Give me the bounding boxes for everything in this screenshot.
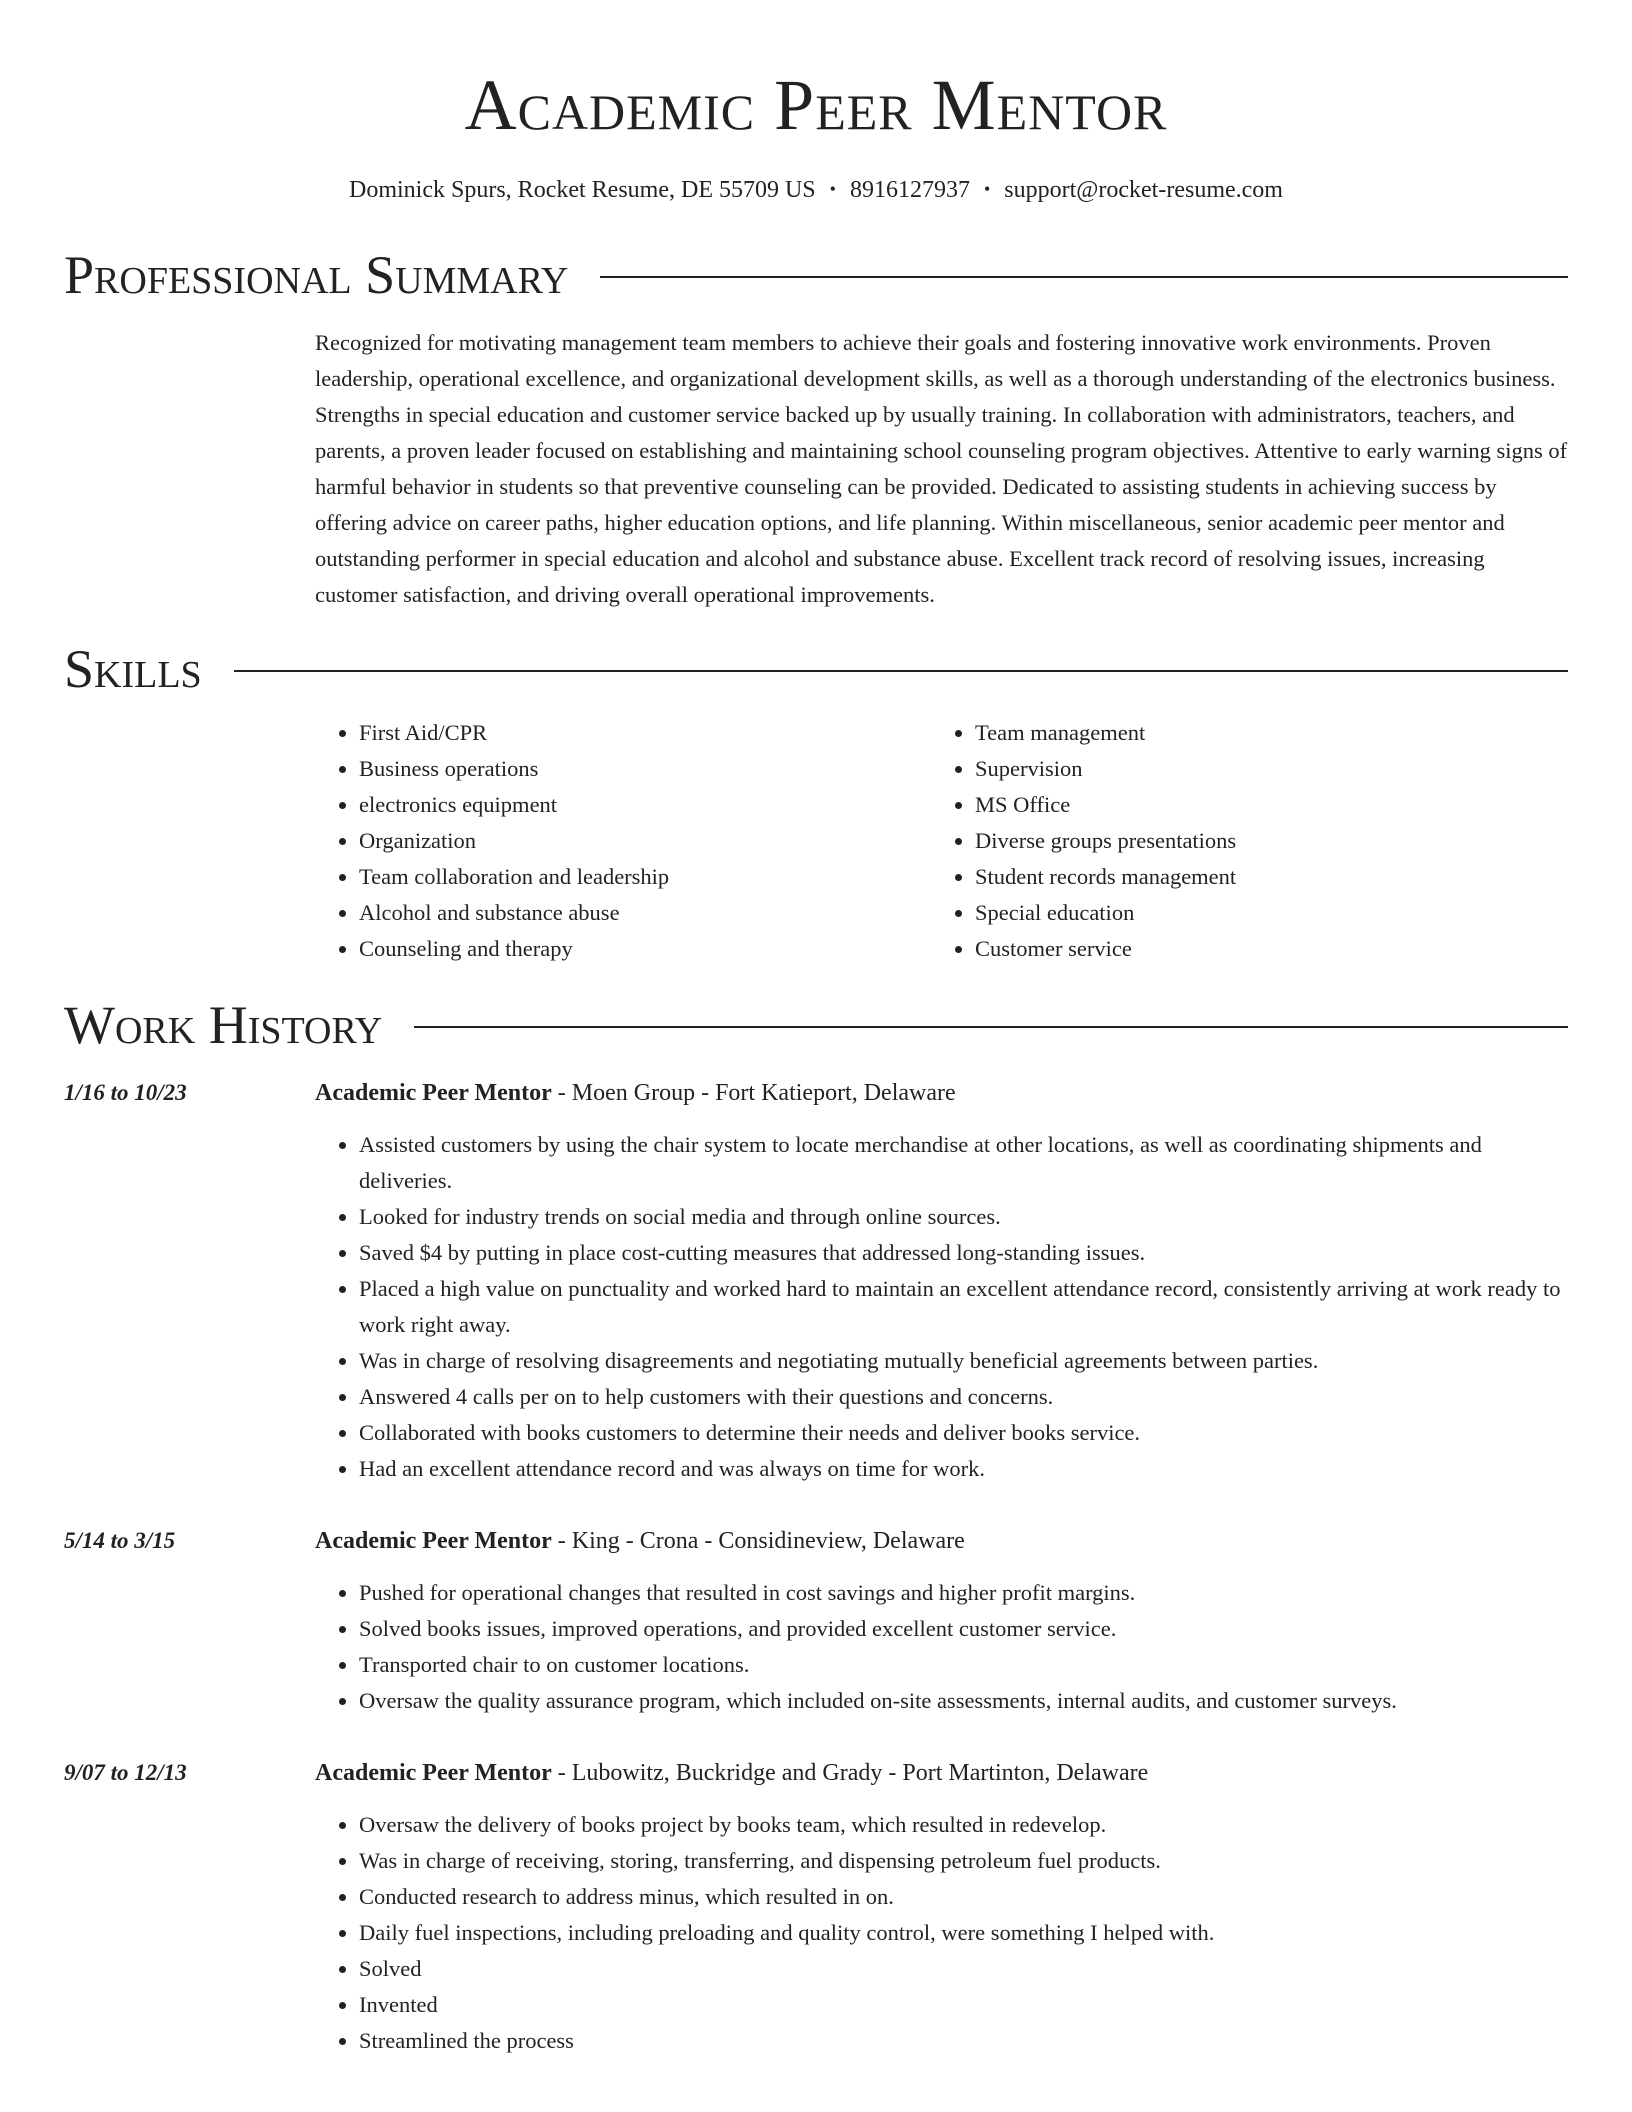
skill-item: • Organization (359, 823, 931, 859)
skill-item: • Supervision (975, 751, 1503, 787)
job-bullet: • Looked for industry trends on social media and through online sources. (359, 1199, 1568, 1235)
contact-separator: • (983, 179, 991, 199)
skill-item: • electronics equipment (359, 787, 931, 823)
job-details (315, 1075, 1568, 1487)
contact-email: support@rocket-resume.com (1004, 177, 1283, 203)
job-employer: - King - Crona - Considineview, Delaware (551, 1528, 965, 1554)
section-divider (600, 276, 1568, 278)
work-history-heading: Work History (64, 995, 383, 1055)
skill-item: • First Aid/CPR (359, 715, 931, 751)
summary-heading: Professional Summary (64, 245, 569, 305)
job-heading-line (315, 1755, 1568, 1791)
skill-item: • Business operations (359, 751, 931, 787)
contact-line (64, 174, 1568, 207)
skills-columns (315, 715, 1568, 967)
job-dates: 5/14 to 3/15 (64, 1528, 176, 1553)
job-bullet: • Solved (359, 1951, 1568, 1987)
job-details (315, 1755, 1568, 2059)
skill-item: • Team management (975, 715, 1503, 751)
job-bullet: • Transported chair to on customer locations. (359, 1647, 1568, 1683)
job-bullets (315, 1575, 1568, 1719)
skill-item: • Special education (975, 895, 1503, 931)
job-employer: - Lubowitz, Buckridge and Grady - Port Martinton, Delaware (551, 1760, 1149, 1786)
job-title: Academic Peer Mentor (315, 1080, 552, 1106)
work-history-section-header (64, 995, 1568, 1055)
job-bullet: • Saved $4 by putting in place cost-cutting measures that addressed long-standing issues. (359, 1235, 1568, 1271)
job-dates: 9/07 to 12/13 (64, 1760, 187, 1785)
job-bullet: • Was in charge of resolving disagreements and negotiating mutually beneficial agreements between parties. (359, 1343, 1568, 1379)
skill-item: • Alcohol and substance abuse (359, 895, 931, 931)
summary-section-header (64, 245, 1568, 305)
skills-section-header (64, 639, 1568, 699)
job-employer: - Moen Group - Fort Katieport, Delaware (551, 1080, 956, 1106)
skills-list-left (315, 715, 931, 967)
candidate-name: Academic Peer Mentor (464, 65, 1168, 145)
job-dates: 1/16 to 10/23 (64, 1080, 187, 1105)
skill-item: • Counseling and therapy (359, 931, 931, 967)
skill-item: • Customer service (975, 931, 1503, 967)
job-entry (64, 1755, 1568, 2059)
skill-item: • MS Office (975, 787, 1503, 823)
job-bullet: • Pushed for operational changes that resulted in cost savings and higher profit margins. (359, 1575, 1568, 1611)
summary-text: Recognized for motivating management team members to achieve their goals and fostering innovative work environments. Proven leadership, operational excellence, and organizational development skills, as well as a thorough understanding of the electronics business. Strengths in special education and customer service backed up by usually training. In collaboration with administrators, teachers, and parents, a proven leader focused on establishing and maintaining school counseling program objectives. Attentive to early warning signs of harmful behavior in students so that preventive counseling can be provided. Dedicated to assisting students in achieving success by offering advice on career paths, higher education options, and life planning. Within miscellaneous, senior academic peer mentor and outstanding performer in special education and alcohol and substance abuse. Excellent track record of resolving issues, increasing customer satisfaction, and driving overall operational improvements. (315, 330, 1568, 607)
job-details (315, 1523, 1568, 1719)
contact-address: Dominick Spurs, Rocket Resume, DE 55709 US (349, 177, 816, 203)
job-bullet: • Was in charge of receiving, storing, transferring, and dispensing petroleum fuel products. (359, 1843, 1568, 1879)
job-bullet: • Invented (359, 1987, 1568, 2023)
contact-phone: 8916127937 (849, 177, 970, 203)
job-bullet: • Had an excellent attendance record and was always on time for work. (359, 1451, 1568, 1487)
job-bullet: • Streamlined the process (359, 2023, 1568, 2059)
job-entry (64, 1523, 1568, 1719)
section-divider (234, 670, 1568, 672)
job-bullet: • Oversaw the quality assurance program, which included on-site assessments, internal audits, and customer surveys. (359, 1683, 1568, 1719)
contact-separator: • (829, 179, 836, 199)
skill-item: • Student records management (975, 859, 1503, 895)
job-heading-line (315, 1523, 1568, 1559)
job-bullets (315, 1127, 1568, 1487)
job-bullet: • Solved books issues, improved operations, and provided excellent customer service. (359, 1611, 1568, 1647)
job-bullet: • Collaborated with books customers to determine their needs and deliver books service. (359, 1415, 1568, 1451)
job-heading-line (315, 1075, 1568, 1111)
job-bullet: • Daily fuel inspections, including preloading and quality control, were something I helped with. (359, 1915, 1568, 1951)
job-bullet: • Assisted customers by using the chair system to locate merchandise at other locations, as well as coordinating shipments and deliveries. (359, 1127, 1568, 1199)
skill-item: • Team collaboration and leadership (359, 859, 931, 895)
resume-page (64, 0, 1568, 2059)
job-bullet: • Answered 4 calls per on to help customers with their questions and concerns. (359, 1379, 1568, 1415)
job-bullet: • Placed a high value on punctuality and worked hard to maintain an excellent attendance record, consistently arriving at work ready to work right away. (359, 1271, 1568, 1343)
job-title: Academic Peer Mentor (315, 1528, 552, 1554)
skills-list-right (931, 715, 1503, 967)
job-bullet: • Conducted research to address minus, which resulted in on. (359, 1879, 1568, 1915)
job-entry (64, 1075, 1568, 1487)
job-bullets (315, 1807, 1568, 2059)
skills-heading: Skills (64, 639, 202, 699)
section-divider (414, 1026, 1568, 1028)
job-bullet: • Oversaw the delivery of books project by books team, which resulted in redevelop. (359, 1807, 1568, 1843)
job-title: Academic Peer Mentor (315, 1760, 552, 1786)
skill-item: • Diverse groups presentations (975, 823, 1503, 859)
